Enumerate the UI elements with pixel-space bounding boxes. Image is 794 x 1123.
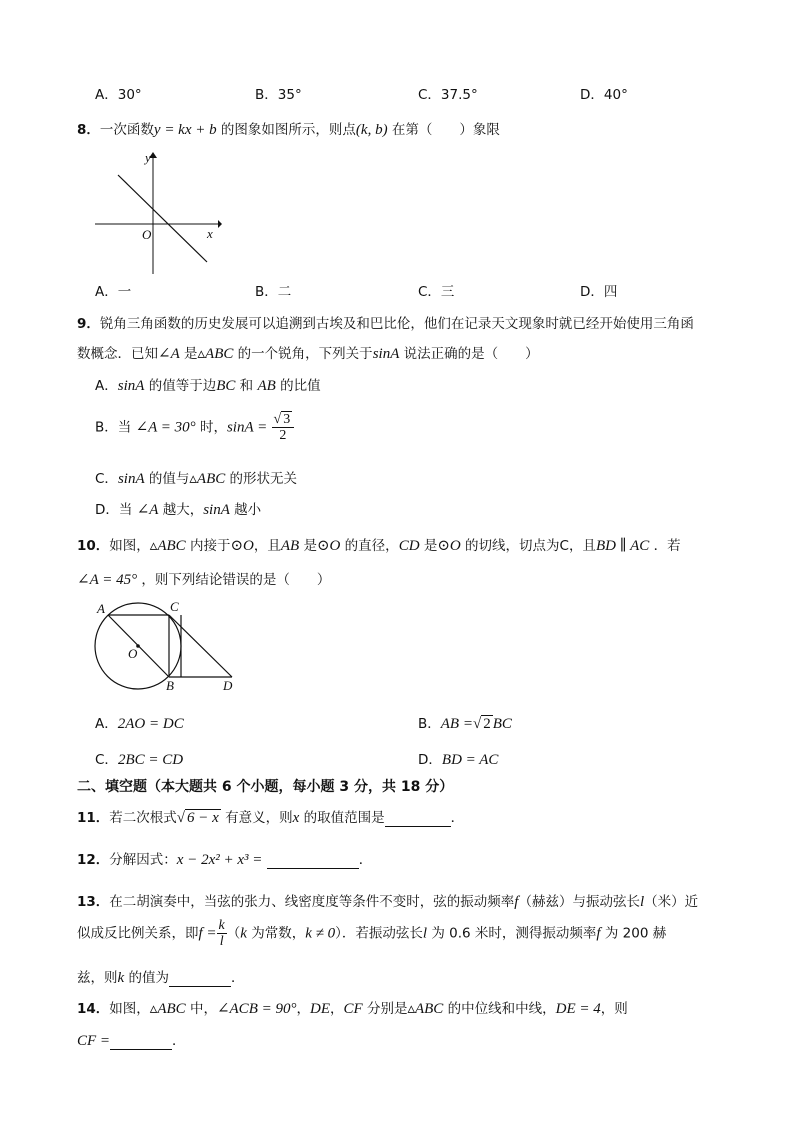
q9-stem-line2: 数概念．已知∠A 是▵ABC 的一个锐角，下列关于sinA 说法正确的是（ ） (77, 346, 539, 362)
q14-answer-blank[interactable] (110, 1035, 172, 1050)
q8-stem: 8．一次函数y = kx + b 的图象如图所示，则点(k, b) 在第（ ）象限 (77, 122, 500, 138)
q10-option-a: A．2AO = DC (95, 716, 184, 732)
q13-answer-blank[interactable] (169, 972, 231, 987)
q10-point-a-label: A (97, 601, 105, 616)
section-2-heading: 二、填空题（本大题共 6 个小题，每小题 3 分，共 18 分） (77, 779, 454, 795)
q10-center-o-label: O (128, 646, 138, 661)
q8-axis-x-label: x (207, 226, 213, 241)
q9-option-d: D．当 ∠A 越大，sinA 越小 (95, 502, 262, 518)
q13-stem-line2: 似成反比例关系，即f = $\frac{k}{l}$ （k 为常数，k ≠ 0）．若振动弦长l 为 0.6 米时，测得振动频率f 为 200 赫 (77, 918, 667, 949)
q12-answer-blank[interactable] (267, 854, 359, 869)
q9-option-a: A．sinA 的值等于边BC 和 AB 的比值 (95, 378, 321, 394)
q13-stem-line1: 13．在二胡演奏中，当弦的张力、线密度度等条件不变时，弦的振动频率f（赫兹）与振动弦长l（米）近 (77, 894, 699, 910)
q12-stem: 12．分解因式：x − 2x² + x³ = ． (77, 852, 373, 868)
q8-option-d: D．四 (580, 284, 618, 300)
q10-stem-line2: ∠A = 45° ，则下列结论错误的是（ ） (77, 572, 331, 588)
q10-option-b: B．AB =√ 2 BC (418, 716, 512, 732)
q8-line-graph (90, 148, 225, 278)
q10-point-d-label: D (223, 678, 233, 693)
q10-circle-figure (86, 598, 241, 693)
q14-stem-line2: CF = ． (77, 1033, 186, 1049)
q9-option-c: C．sinA 的值与▵ABC 的形状无关 (95, 471, 298, 487)
q8-option-a: A．一 (95, 284, 132, 300)
q8-axis-y-label: y (145, 150, 151, 165)
q7-option-b: B．35° (255, 87, 302, 103)
q8-origin-label: O (142, 227, 152, 242)
q8-option-c: C．三 (418, 284, 455, 300)
q7-option-a: A．30° (95, 87, 142, 103)
q10-option-d: D．BD = AC (418, 752, 499, 768)
q7-option-d: D．40° (580, 87, 628, 103)
q13-stem-line3: 兹，则k 的值为 ． (77, 970, 245, 986)
q10-stem-line1: 10．如图，▵ABC 内接于⊙O，且AB 是⊙O 的直径，CD 是⊙O 的切线，切点为C，且BD ∥ AC ．若 (77, 538, 681, 554)
q11-answer-blank[interactable] (385, 812, 451, 827)
q14-stem-line1: 14．如图，▵ABC 中，∠ACB = 90°，DE，CF 分别是▵ABC 的中位线和中线，DE = 4，则 (77, 1001, 628, 1017)
q9-option-b: B．当 ∠A = 30° 时，sinA = $\frac{√ 3}{2}$ (95, 412, 294, 443)
q10-point-b-label: B (166, 678, 174, 693)
q7-option-c: C．37.5° (418, 87, 478, 103)
q10-point-c-label: C (170, 599, 179, 614)
q11-stem: 11．若二次根式√ 6 − x 有意义，则x 的取值范围是 ． (77, 810, 465, 826)
q8-option-b: B．二 (255, 284, 292, 300)
q9-stem-line1: 9．锐角三角函数的历史发展可以追溯到古埃及和巴比伦，他们在记录天文现象时就已经开始使用三角函 (77, 316, 694, 332)
q10-option-c: C．2BC = CD (95, 752, 184, 768)
